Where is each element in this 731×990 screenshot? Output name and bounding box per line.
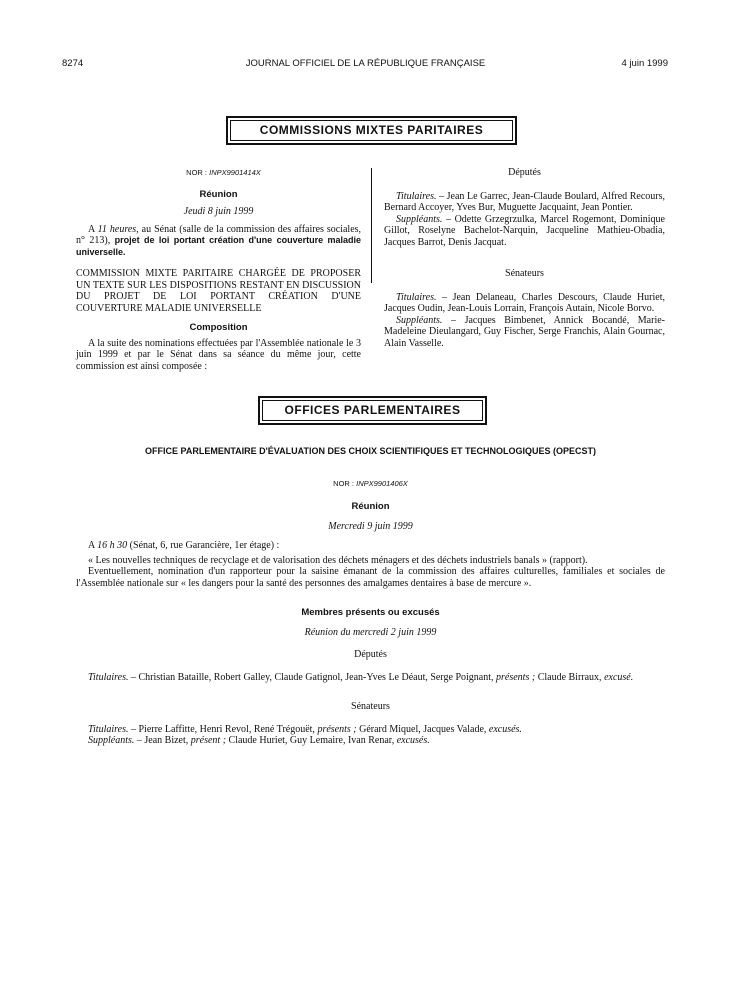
excuse-names: Claude Birraux, <box>537 671 602 683</box>
composition-heading: Composition <box>189 322 248 333</box>
section-title-op: OFFICES PARLEMENTAIRES <box>262 400 483 421</box>
suppleants-label: Suppléants. <box>88 735 135 746</box>
present-tag: présent ; <box>190 735 227 746</box>
reunion-text: au Sénat (salle de la commission des affaires sociales, n° 213), <box>76 223 362 246</box>
presents-tag: présents ; <box>317 723 357 735</box>
page-number: 8274 <box>62 58 84 69</box>
journal-title: JOURNAL OFFICIEL DE LA RÉPUBLIQUE FRANÇAISE <box>245 58 486 69</box>
titulaires-names: – Jean Delaneau, Charles Descours, Claude Huriet, Jacques Oudin, Jean-Louis Lorrain, François Autain, Nicole Borvo. <box>384 291 666 314</box>
deputes-titulaires <box>384 191 665 214</box>
column-divider <box>371 168 372 283</box>
nor-label: NOR : <box>186 168 208 177</box>
titulaires-label: Titulaires. <box>396 190 437 202</box>
deputes-heading: Députés <box>508 167 541 178</box>
excuses-tag: excusés. <box>396 735 430 746</box>
nor-reference <box>86 167 361 179</box>
agenda-item-2: Eventuellement, nomination d'un rapporteur pour la saisine émanant de la commission des affaires culturelles, familiales et sociales de l'Assemblée nationale sur « les dangers pour la santé des personnes des amalgames dentaires à base de mercure ». <box>76 566 665 589</box>
deputes-suppleants <box>384 214 665 249</box>
titulaires-label: Titulaires. <box>88 723 129 735</box>
senateurs-heading: Sénateurs <box>505 268 544 279</box>
senateurs-titulaires <box>384 292 665 315</box>
reunion-a: A <box>88 223 95 235</box>
reunion-time: 16 h 30 <box>97 540 128 551</box>
office-title: OFFICE PARLEMENTAIRE D'ÉVALUATION DES CHOIX SCIENTIFIQUES ET TECHNOLOGIQUES (OPECST) <box>145 446 596 456</box>
nor-code: INPX9901406X <box>356 478 408 488</box>
agenda-item-1: « Les nouvelles techniques de recyclage et de valorisation des déchets ménagers et des déchets industriels banals » (rapport). <box>88 554 588 566</box>
reunion-paragraph <box>76 224 361 259</box>
presents-tag: présents ; <box>496 671 536 683</box>
reunion-place: (Sénat, 6, rue Garancière, 1er étage) : <box>129 540 280 551</box>
reunion-heading: Réunion <box>199 188 238 200</box>
suppleants-names: – Jacques Bimbenet, Annick Bocandé, Marie-Madeleine Dieulangard, Guy Fischer, Serge Franchis, Alain Gournac, Alain Vasselle. <box>384 314 665 349</box>
deputes-attendance <box>76 672 665 684</box>
nor-reference <box>76 478 665 490</box>
present-names: – Pierre Laffitte, Henri Revol, René Trégouët, <box>130 723 315 735</box>
opecst-section <box>76 446 665 747</box>
excuses-names: Claude Huriet, Guy Lemaire, Ivan Renar, <box>228 735 395 746</box>
deputes-heading: Députés <box>354 649 387 660</box>
membres-heading: Membres présents ou excusés <box>301 607 440 618</box>
reunion-paragraph <box>76 540 665 552</box>
excuses-names: Gérard Miquel, Jacques Valade, <box>359 723 487 735</box>
reunion-date: Mercredi 9 juin 1999 <box>328 520 413 532</box>
senateurs-heading: Sénateurs <box>351 701 390 712</box>
reunion-time: 11 heures, <box>97 223 139 235</box>
suppleants-names: – Odette Grzegrzulka, Marcel Rogemont, Dominique Gillot, Roselyne Bachelot-Narquin, Jacqueline Mathieu-Obadia, Jacques Barrot, Denis Jacquat. <box>384 213 665 248</box>
commission-title: COMMISSION MIXTE PARITAIRE CHARGÉE DE PROPOSER UN TEXTE SUR LES DISPOSITIONS RESTANT EN DISCUSSION DU PROJET DE LOI PORTANT CRÉATION D'UNE COUVERTURE MALADIE UNIVERSELLE <box>76 268 361 314</box>
reunion-heading: Réunion <box>351 501 390 512</box>
cmp-right-column <box>384 167 665 349</box>
composition-text: A la suite des nominations effectuées par l'Assemblée nationale le 3 juin 1999 et par le Sénat dans sa séance du même jour, cette commission est ainsi composée : <box>76 337 361 372</box>
nor-label: NOR : <box>333 478 355 488</box>
present-names: – Christian Bataille, Robert Galley, Claude Gatignol, Jean-Yves Le Déaut, Serge Poignant, <box>130 671 494 683</box>
titulaires-label: Titulaires. <box>396 291 437 303</box>
section-title-cmp: COMMISSIONS MIXTES PARITAIRES <box>230 120 513 141</box>
suppleants-label: Suppléants. <box>396 314 443 326</box>
membres-date: Réunion du mercredi 2 juin 1999 <box>304 626 437 638</box>
reunion-date: Jeudi 8 juin 1999 <box>183 206 254 217</box>
suppleants-label: Suppléants. <box>396 213 443 225</box>
present-names: – Jean Bizet, <box>136 735 189 746</box>
section-title-box-op <box>258 396 487 425</box>
titulaires-label: Titulaires. <box>88 671 129 683</box>
senateurs-suppleants <box>76 735 665 747</box>
reunion-subject: projet de loi portant création d'une couverture maladie universelle. <box>76 235 361 257</box>
senateurs-titulaires <box>76 724 665 736</box>
cmp-left-column <box>76 167 361 372</box>
nor-code: INPX9901414X <box>209 168 261 177</box>
excuses-tag: excusés. <box>488 723 522 735</box>
issue-date: 4 juin 1999 <box>621 58 668 69</box>
senateurs-suppleants <box>384 315 665 350</box>
titulaires-names: – Jean Le Garrec, Jean-Claude Boulard, Alfred Recours, Bernard Accoyer, Yves Bur, Muguette Jacquaint, Jean Pontier. <box>384 190 666 213</box>
section-title-box-cmp <box>226 116 517 145</box>
excuse-tag: excusé. <box>604 671 634 683</box>
reunion-a: A <box>88 540 95 551</box>
